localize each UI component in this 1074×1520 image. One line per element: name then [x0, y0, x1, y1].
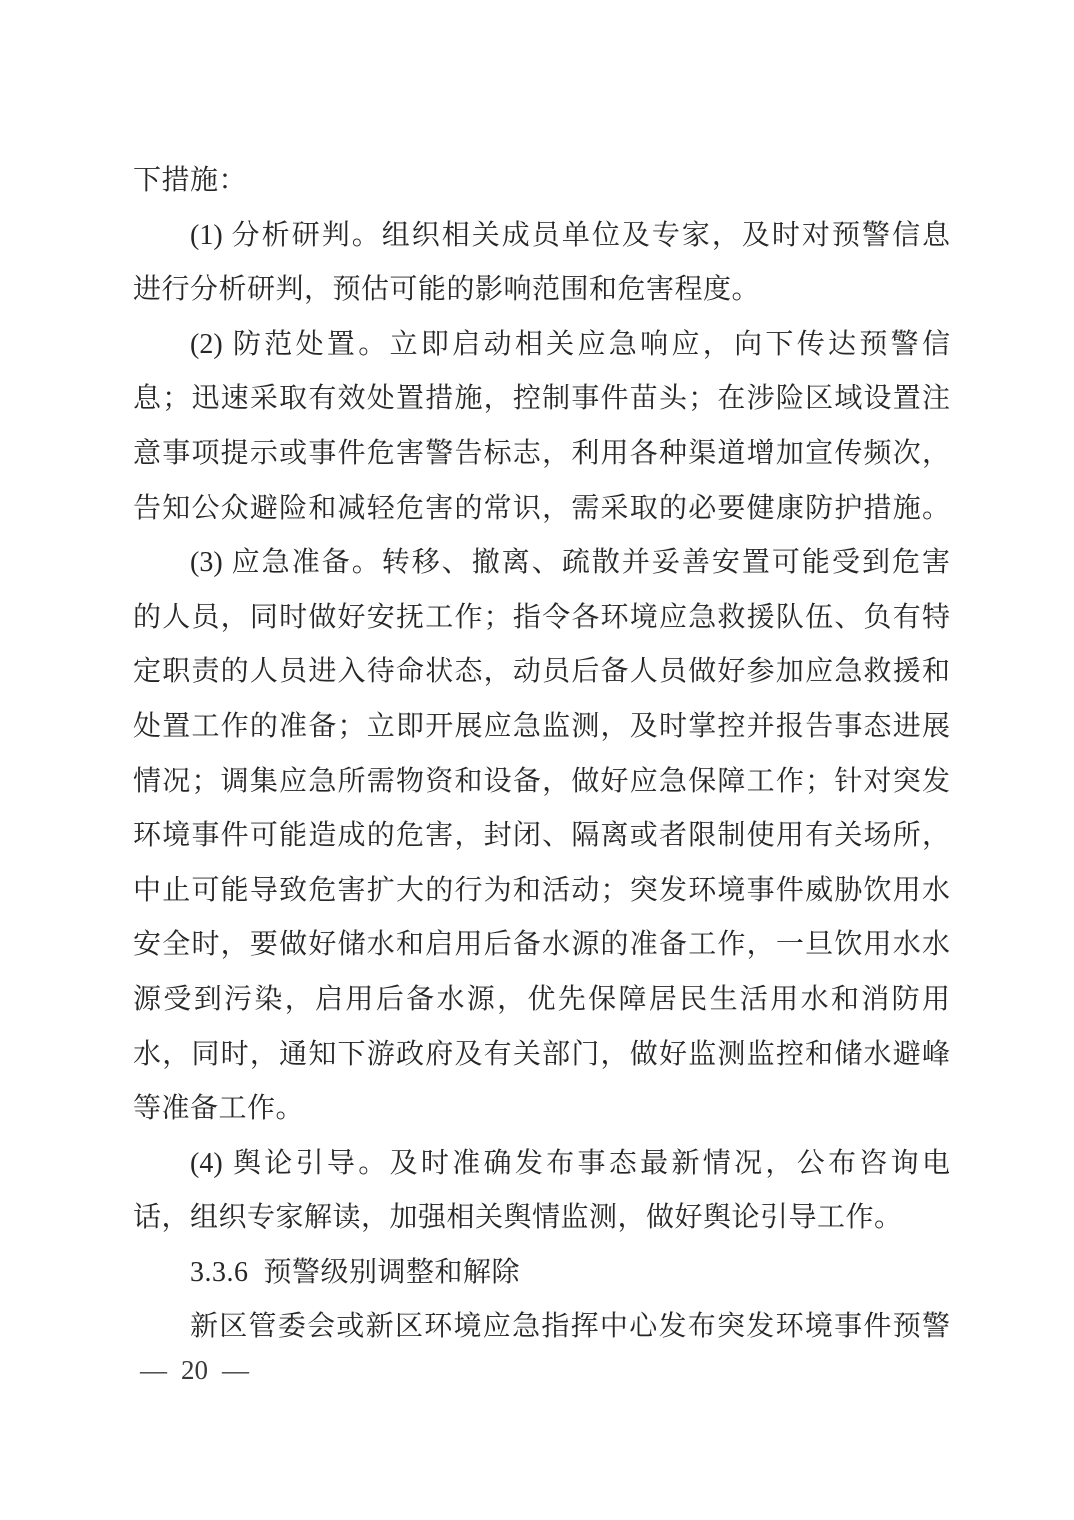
text-line: 中止可能导致危害扩大的行为和活动；突发环境事件威胁饮用水	[133, 874, 950, 906]
text-line: 处置工作的准备；立即开展应急监测，及时掌控并报告事态进展	[133, 710, 950, 742]
document-body	[133, 154, 950, 1355]
text-line: 话，组织专家解读，加强相关舆情监测，做好舆论引导工作。	[133, 1202, 903, 1234]
text-line: 定职责的人员进入待命状态，动员后备人员做好参加应急救援和	[133, 656, 950, 688]
text-line: 的人员，同时做好安抚工作；指令各环境应急救援队伍、负有特	[133, 601, 950, 633]
text-line: (3) 应急准备。转移、撤离、疏散并妥善安置可能受到危害	[190, 547, 950, 579]
section-heading: 3.3.6 预警级别调整和解除	[190, 1256, 521, 1288]
text-line: 进行分析研判，预估可能的影响范围和危害程度。	[133, 274, 761, 306]
text-line: 下措施：	[133, 165, 248, 196]
text-line: 源受到污染，启用后备水源，优先保障居民生活用水和消防用	[133, 983, 950, 1015]
text-line: 环境事件可能造成的危害，封闭、隔离或者限制使用有关场所，	[133, 820, 950, 852]
text-line: (2) 防范处置。立即启动相关应急响应，向下传达预警信	[190, 328, 950, 360]
page-footer	[140, 1352, 249, 1388]
text-line: 告知公众避险和减轻危害的常识，需采取的必要健康防护措施。	[133, 492, 950, 524]
text-line: 息；迅速采取有效处置措施，控制事件苗头；在涉险区域设置注	[133, 383, 950, 415]
text-line: (4) 舆论引导。及时准确发布事态最新情况，公布咨询电	[190, 1147, 950, 1179]
text-line: 新区管委会或新区环境应急指挥中心发布突发环境事件预警	[190, 1311, 950, 1343]
text-line: (1) 分析研判。组织相关成员单位及专家，及时对预警信息	[190, 219, 950, 251]
footer-dash-left: —	[140, 1355, 167, 1385]
text-line: 等准备工作。	[133, 1093, 305, 1125]
text-line: 意事项提示或事件危害警告标志，利用各种渠道增加宣传频次，	[133, 437, 950, 469]
page-number: 20	[181, 1355, 208, 1385]
text-line: 情况；调集应急所需物资和设备，做好应急保障工作；针对突发	[133, 765, 950, 797]
text-line: 安全时，要做好储水和启用后备水源的准备工作，一旦饮用水水	[133, 929, 950, 961]
footer-dash-right: —	[222, 1355, 249, 1385]
text-line: 水，同时，通知下游政府及有关部门，做好监测监控和储水避峰	[133, 1038, 950, 1070]
